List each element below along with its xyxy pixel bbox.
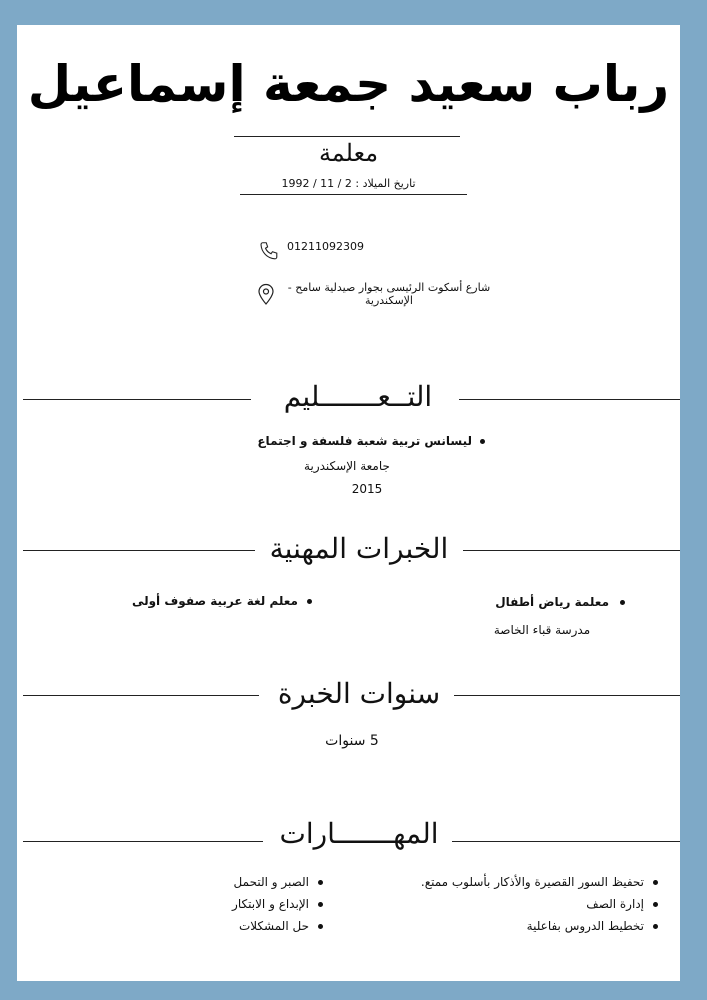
years-heading: سنوات الخبرة [265, 677, 453, 710]
skill-item: الصبر و التحمل [167, 871, 327, 893]
experience-bullet-2 [307, 599, 312, 604]
skill-item: الإبداع و الابتكار [167, 893, 327, 915]
address-line-2: الإسكندرية [365, 294, 413, 307]
address [279, 281, 499, 307]
job-title: معلمة [318, 139, 379, 167]
skill-item: حل المشكلات [167, 915, 327, 937]
experience-rule-left [23, 550, 259, 551]
education-university: جامعة الإسكندرية [304, 459, 390, 473]
experience-rule-right [454, 550, 680, 551]
education-heading: التــعـــــــليم [257, 380, 459, 413]
phone-icon [258, 240, 280, 262]
skill-item: تخطيط الدروس بفاعلية [377, 915, 662, 937]
education-degree: ليسانس تربية شعبة فلسفة و اجتماع [257, 434, 472, 448]
skills-list-right [377, 871, 662, 937]
phone-number: 01211092309 [287, 240, 364, 253]
applicant-name: رباب سعيد جمعة إسماعيل [27, 55, 670, 113]
dob-bottom-rule [240, 194, 467, 195]
experience-bullet-1 [620, 600, 625, 605]
skills-rule-right [452, 841, 680, 842]
experience-role-2: معلم لغة عربية صفوف أولى [131, 594, 298, 608]
years-rule-left [23, 695, 259, 696]
skill-item: إدارة الصف [377, 893, 662, 915]
experience-heading: الخبرات المهنية [255, 532, 463, 565]
skill-item: تحفيظ السور القصيرة والأذكار بأسلوب ممتع. [377, 871, 662, 893]
title-top-rule [234, 136, 460, 137]
experience-place-1: مدرسة قباء الخاصة [493, 623, 591, 637]
address-line-1: شارع أسكوت الرئيسى بجوار صيدلية سامح - [287, 281, 491, 294]
education-bullet [480, 439, 485, 444]
skills-list-left [167, 871, 327, 937]
skills-rule-left [23, 841, 263, 842]
years-value: 5 سنوات [325, 733, 379, 749]
skills-heading: المهـــــــارات [269, 817, 449, 850]
education-year: 2015 [351, 482, 383, 496]
years-rule-right [454, 695, 680, 696]
education-rule-left [23, 399, 251, 400]
experience-role-1: معلمة رياض أطفال [495, 595, 609, 609]
location-pin-icon [257, 283, 275, 305]
education-rule-right [453, 399, 680, 400]
resume-page [17, 25, 680, 981]
birth-date: تاريخ الميلاد : 2 / 11 / 1992 [281, 177, 416, 190]
